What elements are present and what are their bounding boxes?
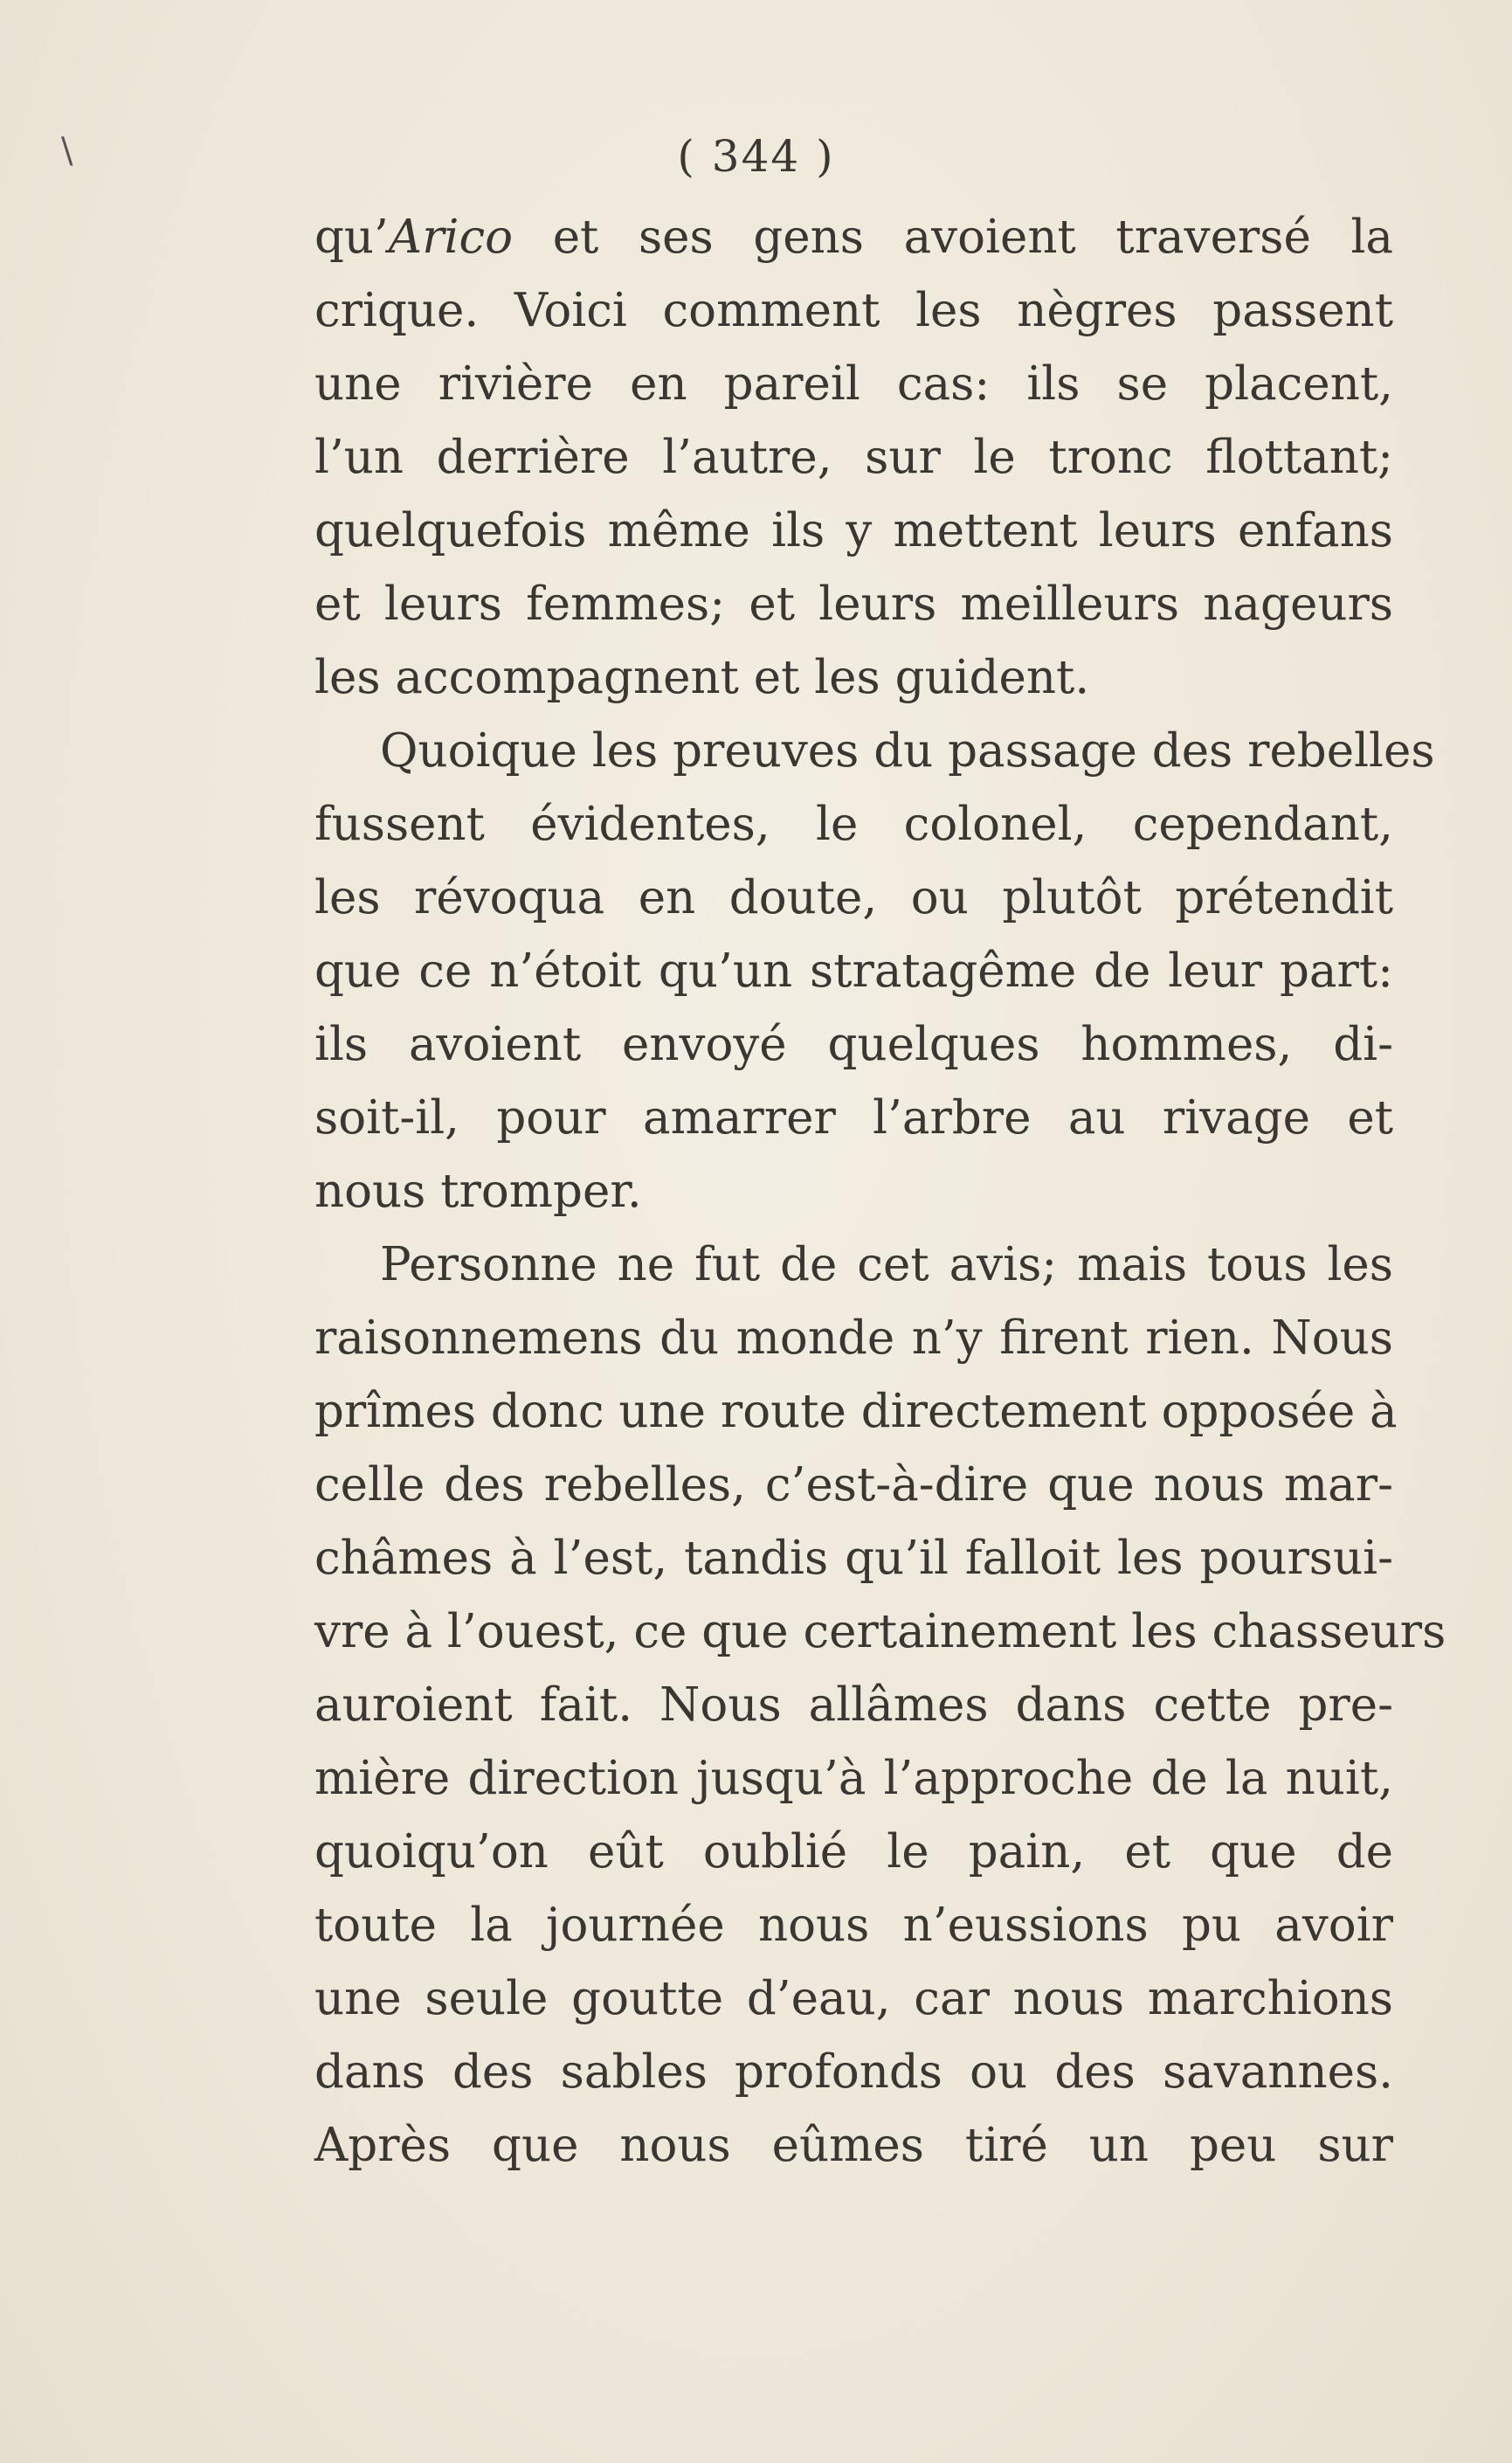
text-fragment: et ses gens avoient traversé la — [513, 211, 1393, 264]
text-line: mière direction jusqu’à l’approche de la nuit, — [314, 1752, 1393, 1805]
text-line: toute la journée nous n’eussions pu avoir — [314, 1899, 1393, 1952]
text-line: châmes à l’est, tandis qu’il falloit les poursui- — [314, 1532, 1393, 1585]
margin-mark-decoration: \ — [61, 131, 73, 171]
text-fragment: qu’ — [314, 211, 389, 264]
italic-name: Arico — [388, 211, 514, 264]
text-line: et leurs femmes; et leurs meilleurs nageurs — [314, 578, 1393, 631]
text-line: vre à l’ouest, ce que certainement les chasseurs — [314, 1605, 1446, 1658]
text-line: ils avoient envoyé quelques hommes, di- — [314, 1018, 1393, 1071]
text-line: auroient fait. Nous allâmes dans cette pre- — [314, 1678, 1393, 1732]
text-line: raisonnemens du monde n’y firent rien. Nous — [314, 1311, 1393, 1365]
text-line: crique. Voici comment les nègres passent — [314, 284, 1393, 337]
text-line — [314, 201, 1393, 274]
text-line: Après que nous eûmes tiré un peu sur — [314, 2119, 1393, 2172]
text-line: l’un derrière l’autre, sur le tronc flottant; — [314, 431, 1393, 484]
text-line: quoiqu’on eût oublié le pain, et que de — [314, 1825, 1393, 1878]
page-body-text — [314, 201, 1446, 2183]
text-line: une seule goutte d’eau, car nous marchions — [314, 1972, 1393, 2025]
text-line: celle des rebelles, c’est-à-dire que nous mar- — [314, 1458, 1393, 1512]
text-line: une rivière en pareil cas: ils se placent, — [314, 357, 1393, 411]
text-line: dans des sables profonds ou des savannes. — [314, 2045, 1393, 2099]
text-line: les accompagnent et les guident. — [314, 651, 1090, 704]
text-line: nous tromper. — [314, 1165, 642, 1218]
text-line: Personne ne fut de cet avis; mais tous les — [380, 1238, 1393, 1291]
page-number: ( 344 ) — [677, 131, 835, 182]
text-line: Quoique les preuves du passage des rebelles — [380, 724, 1435, 778]
text-line: que ce n’étoit qu’un stratagême de leur part: — [314, 944, 1393, 998]
text-line: soit-il, pour amarrer l’arbre au rivage et — [314, 1091, 1393, 1145]
text-line: prîmes donc une route directement opposée à — [314, 1385, 1398, 1438]
text-line: quelquefois même ils y mettent leurs enfans — [314, 504, 1393, 557]
text-line: fussent évidentes, le colonel, cependant, — [314, 798, 1393, 851]
text-line: les révoqua en doute, ou plutôt prétendit — [314, 871, 1393, 924]
